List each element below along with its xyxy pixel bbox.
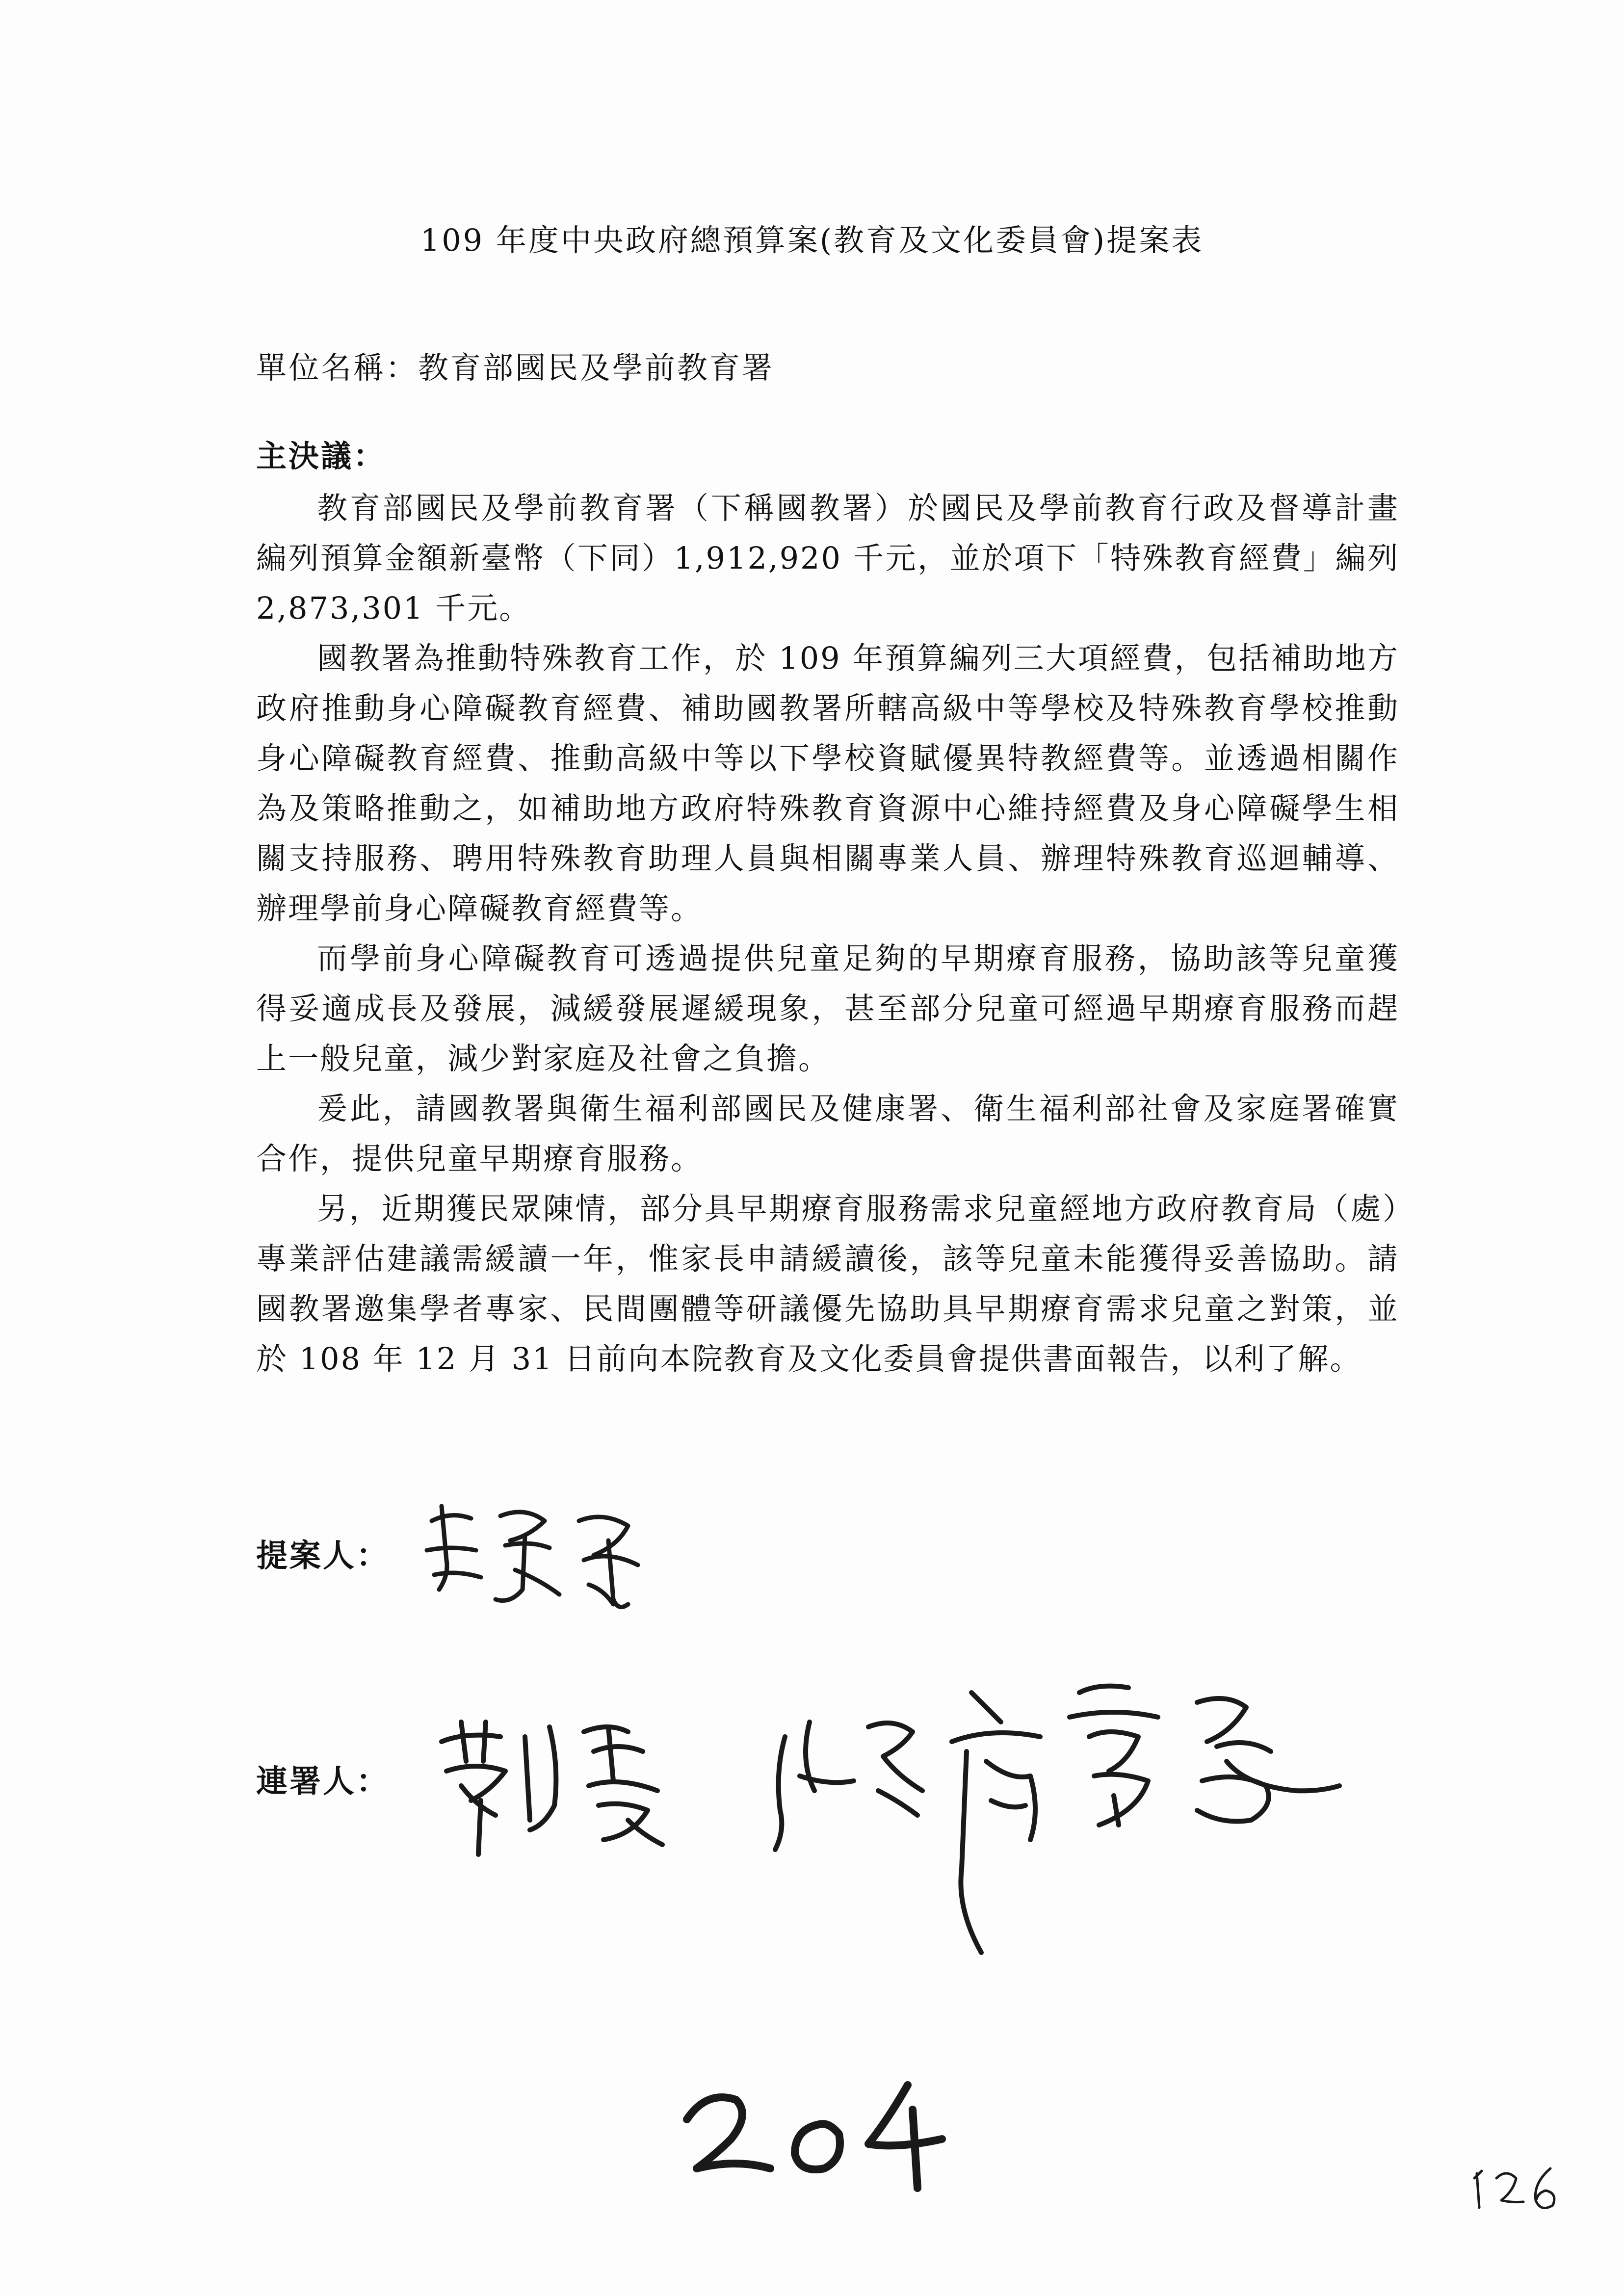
paragraph: 而學前身心障礙教育可透過提供兒童足夠的早期療育服務，協助該等兒童獲得妥適成長及發展，減緩發展遲緩現象，甚至部分兒童可經過早期療育服務而趕上一般兒童，減少對家庭及社會之負擔。 (256, 940, 1399, 1076)
document-title: 109 年度中央政府總預算案(教育及文化委員會)提案表 (420, 222, 1204, 258)
cosigner-signature (432, 1707, 687, 1869)
handwritten-page-number (677, 2075, 952, 2193)
resolution-body (256, 483, 1399, 1384)
paragraph: 另，近期獲民眾陳情，部分具早期療育服務需求兒童經地方政府教育局（處）專業評估建議需緩讀一年，惟家長申請緩讀後，該等兒童未能獲得妥善協助。請國教署邀集學者專家、民間團體等研議優先協助具早期療育需求兒童之對策，並於 108 年 12 月 31 日前向本院教育及文化委員會提供書面報告，以利了解。 (256, 1191, 1399, 1377)
paragraph: 國教署為推動特殊教育工作，於 109 年預算編列三大項經費，包括補助地方政府推動身心障礙教育經費、補助國教署所轄高級中等學校及特殊教育學校推動身心障礙教育經費、推動高級中等以下學校資賦優異特教經費等。並透過相關作為及策略推動之，如補助地方政府特殊教育資源中心維持經費及身心障礙學生相關支持服務、聘用特殊教育助理人員與相關專業人員、辦理特殊教育巡迴輔導、辦理學前身心障礙教育經費等。 (256, 640, 1399, 926)
handwritten-archive-number (1467, 2154, 1565, 2218)
cosigner-label: 連署人： (256, 1763, 390, 1800)
cosigner-signature (756, 1663, 1344, 1967)
proposer-signature (412, 1491, 667, 1619)
paragraph: 爰此，請國教署與衛生福利部國民及健康署、衛生福利部社會及家庭署確實合作，提供兒童早期療育服務。 (256, 1091, 1399, 1176)
unit-name-line: 單位名稱：教育部國民及學前教育署 (256, 350, 775, 386)
paragraph: 教育部國民及學前教育署（下稱國教署）於國民及學前教育行政及督導計畫編列預算金額新臺幣（下同）1,912,920 千元，並於項下「特殊教育經費」編列 2,873,301 千元。 (256, 490, 1399, 626)
proposer-label: 提案人： (256, 1538, 390, 1574)
main-resolution-heading: 主決議： (256, 438, 386, 474)
